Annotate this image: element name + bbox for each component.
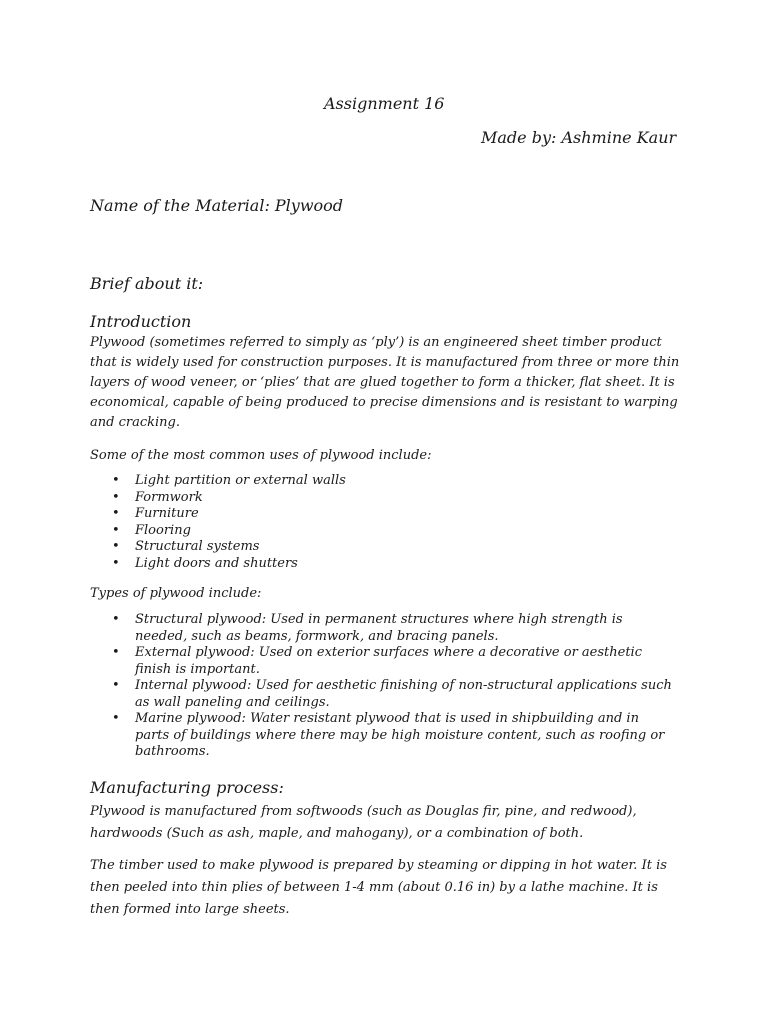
introduction-heading: Introduction	[90, 312, 192, 331]
bullet-icon: •	[112, 473, 120, 488]
bullet-icon: •	[112, 711, 120, 726]
list-item-text: Internal plywood: Used for aesthetic finishing of non-structural applications such as wall paneling and ceilings.	[135, 678, 672, 710]
types-lead-text: Types of plywood include:	[90, 586, 262, 601]
manufacturing-paragraph-1: Plywood is manufactured from softwoods (such as Douglas fir, pine, and redwood), hardwoods (Such as ash, maple, and mahogany), or a combination of both.	[90, 804, 637, 841]
manufacturing-paragraph-2: The timber used to make plywood is prepared by steaming or dipping in hot water. It is then peeled into thin plies of between 1-4 mm (about 0.16 in) by a lathe machine. It is then formed into large sheets.	[90, 858, 667, 917]
material-name: Name of the Material: Plywood	[90, 196, 344, 215]
assignment-title: Assignment 16	[324, 94, 445, 113]
bullet-icon: •	[112, 555, 120, 571]
list-item-text: Structural plywood: Used in permanent structures where high strength is needed, such as beams, formwork, and bracing panels.	[135, 612, 623, 644]
list-item-text: Formwork	[135, 489, 203, 505]
bullet-icon: •	[112, 489, 120, 505]
list-item	[112, 506, 346, 523]
list-item	[112, 645, 672, 678]
list-item-text: External plywood: Used on exterior surfaces where a decorative or aesthetic finish is important.	[135, 645, 642, 677]
list-item-text: Light doors and shutters	[135, 555, 298, 571]
bullet-icon: •	[112, 506, 120, 521]
bullet-icon: •	[112, 539, 120, 554]
introduction-paragraph: Plywood (sometimes referred to simply as ‘ply’) is an engineered sheet timber product that is widely used for construction purposes. It is manufactured from three or more thin layers of wood veneer, or ‘plies’ that are glued together to form a thicker, flat sheet. It is economical, capable of being produced to precise dimensions and is resistant to warping and cracking.	[90, 335, 680, 430]
bullet-icon: •	[112, 612, 120, 627]
list-item	[112, 539, 346, 556]
list-item	[112, 523, 346, 540]
list-item-text: Light partition or external walls	[135, 473, 346, 488]
list-item-text: Flooring	[135, 522, 191, 538]
author-line: Made by: Ashmine Kaur	[481, 128, 677, 147]
bullet-icon: •	[112, 678, 120, 693]
list-item	[112, 490, 346, 507]
uses-list	[112, 473, 346, 572]
bullet-icon: •	[112, 645, 120, 660]
list-item	[112, 473, 346, 490]
list-item	[112, 612, 672, 645]
list-item-text: Structural systems	[135, 539, 260, 554]
list-item	[112, 556, 346, 573]
list-item-text: Furniture	[135, 506, 199, 521]
list-item-text: Marine plywood: Water resistant plywood that is used in shipbuilding and in parts of buildings where there may be high moisture content, such as roofing or bathrooms.	[135, 711, 665, 759]
bullet-icon: •	[112, 522, 120, 538]
uses-lead-text: Some of the most common uses of plywood include:	[90, 448, 432, 463]
list-item	[112, 678, 672, 711]
brief-heading: Brief about it:	[90, 274, 204, 293]
types-list	[112, 612, 672, 761]
list-item	[112, 711, 672, 761]
manufacturing-heading: Manufacturing process:	[90, 778, 284, 797]
